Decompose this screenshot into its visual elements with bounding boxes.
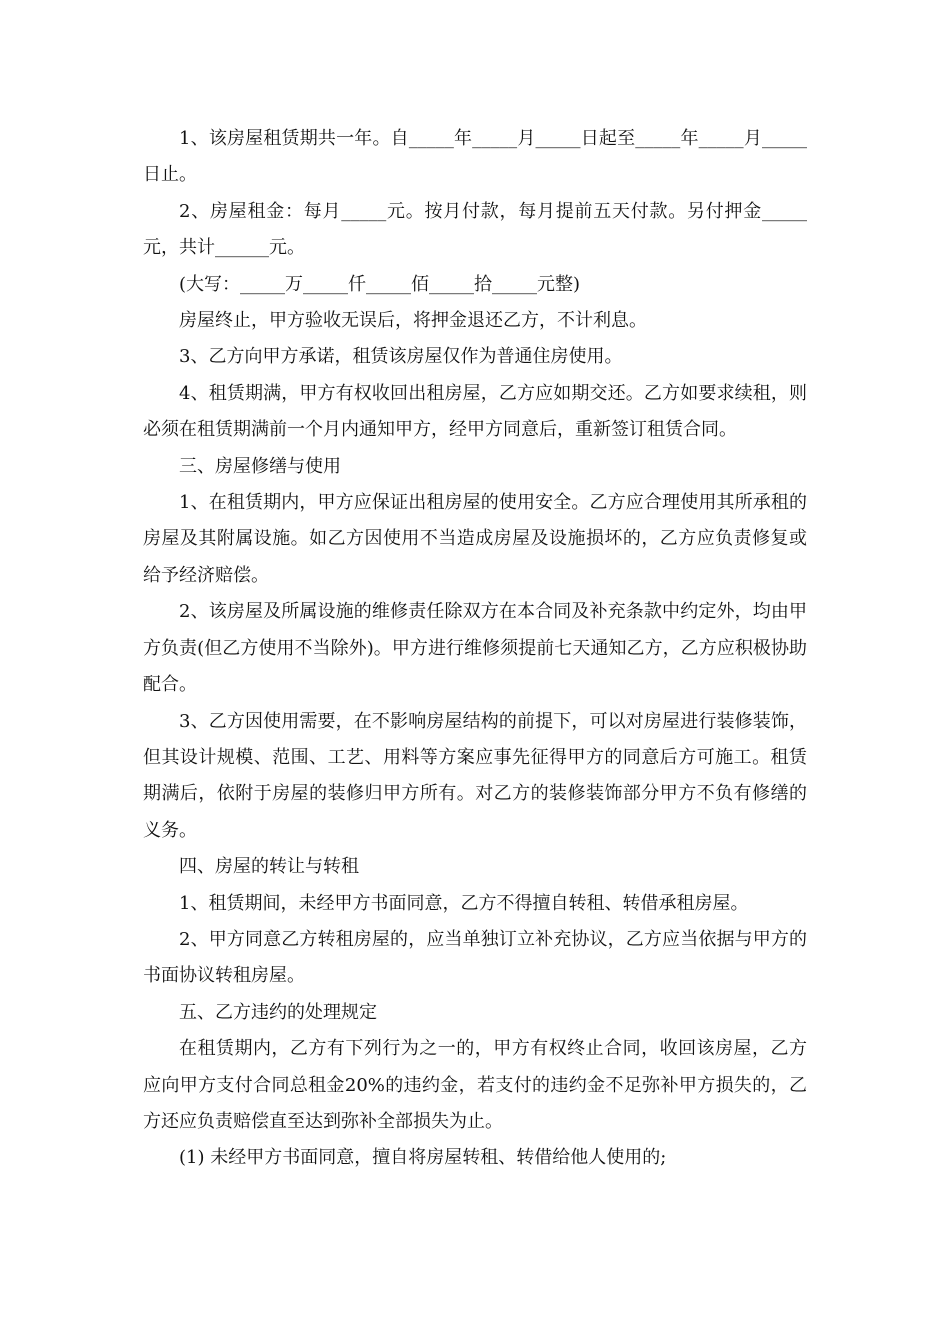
paragraph-repair-1: 1、在租赁期内，甲方应保证出租房屋的使用安全。乙方应合理使用其所承租的房屋及其附属设施。如乙方因使用不当造成房屋及设施损坏的，乙方应负责修复或给予经济赔偿。 xyxy=(143,492,807,586)
paragraph-rent-in-words: (大写：_____万_____仟_____佰_____拾_____元整) xyxy=(179,273,581,295)
paragraph-deposit-return: 房屋终止，甲方验收无误后，将押金退还乙方，不计利息。 xyxy=(179,310,647,332)
section-heading-sublease: 四、房屋的转让与转租 xyxy=(179,856,359,878)
paragraph-sublease-1: 1、租赁期间，未经甲方书面同意，乙方不得擅自转租、转借承租房屋。 xyxy=(179,892,749,914)
paragraph-lease-expiry: 4、租赁期满，甲方有权收回出租房屋，乙方应如期交还。乙方如要求续租，则必须在租赁期满前一个月内通知甲方，经甲方同意后，重新签订租赁合同。 xyxy=(143,382,807,441)
paragraph-lease-term: 1、该房屋租赁期共一年。自_____年_____月_____日起至_____年_____月_____日止。 xyxy=(143,128,807,186)
paragraph-breach-terms: 在租赁期内，乙方有下列行为之一的，甲方有权终止合同，收回该房屋，乙方应向甲方支付合同总租金20%的违约金，若支付的违约金不足弥补甲方损失的，乙方还应负责赔偿直至达到弥补全部损失为止。 xyxy=(143,1038,807,1132)
paragraph-rent: 2、房屋租金：每月_____元。按月付款，每月提前五天付款。另付押金_____元，共计______元。 xyxy=(143,200,807,259)
paragraph-usage-promise: 3、乙方向甲方承诺，租赁该房屋仅作为普通住房使用。 xyxy=(179,346,623,368)
paragraph-sublease-2: 2、甲方同意乙方转租房屋的，应当单独订立补充协议，乙方应当依据与甲方的书面协议转租房屋。 xyxy=(143,928,807,987)
document-body xyxy=(143,121,807,1177)
paragraph-repair-3: 3、乙方因使用需要，在不影响房屋结构的前提下，可以对房屋进行装修装饰，但其设计规模、范围、工艺、用料等方案应事先征得甲方的同意后方可施工。租赁期满后，依附于房屋的装修归甲方所有。对乙方的装修装饰部分甲方不负有修缮的义务。 xyxy=(143,710,807,841)
paragraph-breach-item-1: (1) 未经甲方书面同意，擅自将房屋转租、转借给他人使用的; xyxy=(179,1147,667,1169)
section-heading-breach: 五、乙方违约的处理规定 xyxy=(179,1001,377,1023)
paragraph-repair-2: 2、该房屋及所属设施的维修责任除双方在本合同及补充条款中约定外，均由甲方负责(但乙方使用不当除外)。甲方进行维修须提前七天通知乙方，乙方应积极协助配合。 xyxy=(143,601,807,696)
section-heading-repair: 三、房屋修缮与使用 xyxy=(179,455,341,477)
